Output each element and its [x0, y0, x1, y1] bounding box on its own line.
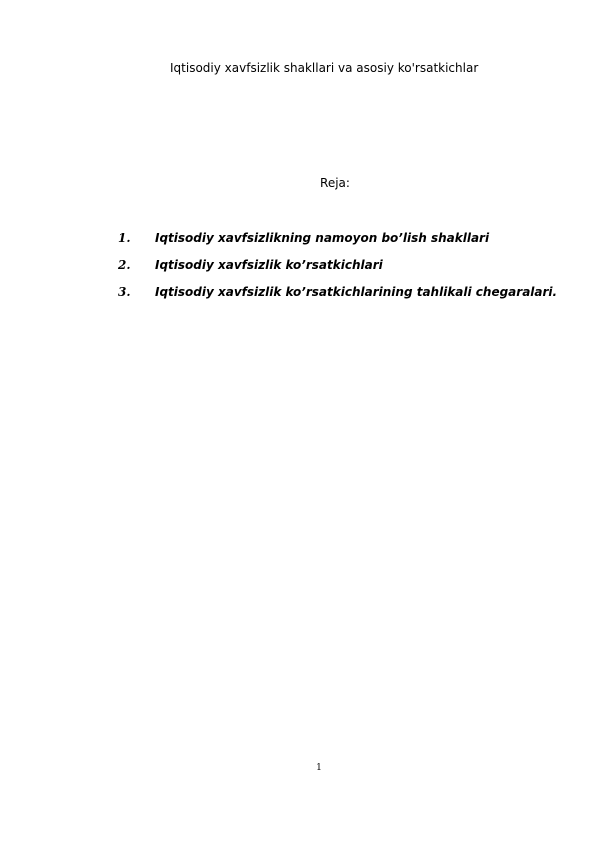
plan-item-number: 2. — [118, 258, 131, 272]
plan-list — [118, 228, 578, 309]
page-number: 1 — [316, 763, 322, 773]
plan-item-number: 3. — [118, 285, 131, 299]
plan-item — [118, 255, 578, 282]
plan-item-number: 1. — [118, 231, 131, 245]
plan-item — [118, 282, 578, 309]
plan-heading: Reja: — [320, 176, 350, 190]
plan-item-text: Iqtisodiy xavfsizlikning namoyon bo’lish shakllari — [155, 231, 490, 245]
plan-item-text: Iqtisodiy xavfsizlik ko’rsatkichlarining tahlikali chegaralari. — [155, 285, 558, 299]
document-title: Iqtisodiy xavfsizlik shakllari va asosiy ko'rsatkichlar — [170, 61, 479, 75]
plan-item-text: Iqtisodiy xavfsizlik ko’rsatkichlari — [155, 258, 383, 272]
plan-item — [118, 228, 578, 255]
